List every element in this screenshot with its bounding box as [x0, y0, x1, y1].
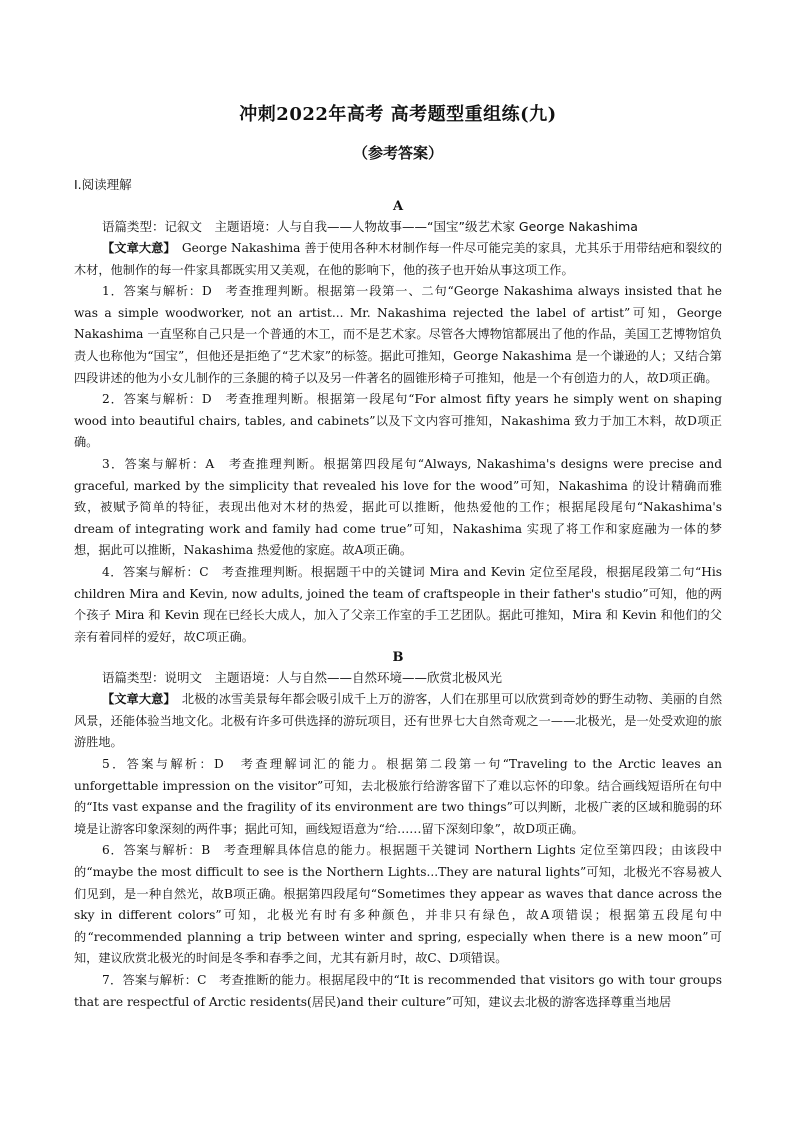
answer-item: 1．答案与解析：D 考查推理判断。根据第一段第一、二句“George Nakashima always insisted that he was a simple woodworker, not an artist... Mr. Nakashima rejected the label of artist”可知，George Nakashima 一直坚称自己只是一个普通的木工，而不是艺术家。尽管各大博物馆都展出了他的作品，美国工艺博物馆负责人也称他为“国宝”，但他还是拒绝了“艺术家”的标签。据此可推知，George Nakashima 是一个谦逊的人；又结合第四段讲述的他为小女儿制作的三条腿的椅子以及另一件著名的圆锥形椅子可推知，他是一个有创造力的人，故D项正确。: [74, 284, 722, 385]
page-title: 冲刺2022年高考 高考题型重组练(九): [239, 104, 557, 125]
summary-label: 【文章大意】: [102, 692, 170, 707]
answer-item: 6．答案与解析：B 考查理解具体信息的能力。根据题干关键词 Northern Lights 定位至第四段；由该段中的“maybe the most difficult to see is the Northern Lights...They are natural lights”可知，北极光不容易被人们见到，是一种自然光，故B项正确。根据第四段尾句“Sometimes they appear as waves that dance across the sky in different colors”可知，北极光有时有多种颜色，并非只有绿色，故A项错误；根据第五段尾句中的“recommended planning a trip between winter and spring, especially when there is a new moon”可知，建议欣赏北极光的时间是冬季和春季之间，尤其有新月时，故C、D项错误。: [74, 843, 722, 966]
section-heading: Ⅰ.阅读理解: [74, 177, 132, 192]
answer-item: 2．答案与解析：D 考查推理判断。根据第一段尾句“For almost fifty years he simply went on shaping wood into beautiful chairs, tables, and cabinets”以及下文内容可推知，Nakashima 致力于加工木料，故D项正确。: [74, 392, 722, 450]
page-subtitle: （参考答案）: [352, 144, 443, 162]
passage-a: [74, 199, 722, 648]
answer-item: 3．答案与解析：A 考查推理判断。根据第四段尾句“Always, Nakashima's designs were precise and graceful, marked by the simplicity that revealed his love for the wood”可知，Nakashima 的设计精确而雅致，被赋予简单的特征，表现出他对木材的热爱，据此可以推断，他热爱他的工作；根据尾段尾句“Nakashima's dream of integrating work and family had come true”可知，Nakashima 实现了将工作和家庭融为一体的梦想，据此可以推断，Nakashima 热爱他的家庭。故A项正确。: [74, 456, 722, 558]
answer-item: 7．答案与解析：C 考查推断的能力。根据尾段中的“It is recommended that visitors go with tour groups that are respectful of Arctic residents(居民)and their culture”可知，建议去北极的游客选择尊重当地居: [74, 973, 722, 1009]
summary-text: George Nakashima 善于使用各种木材制作每一件尽可能完美的家具，尤其乐于用带结疤和裂纹的木材，他制作的每一件家具都既实用又美观，在他的影响下，他的孩子也开始从事这项工作。: [74, 241, 723, 277]
passage-summary: [74, 689, 722, 754]
passage-b: [74, 650, 722, 1013]
answer-item: 5．答案与解析：D 考查理解词汇的能力。根据第二段第一句“Traveling to the Arctic leaves an unforgettable impression on the visitor”可知，去北极旅行给游客留下了难以忘怀的印象。结合画线短语所在句中的“Its vast expanse and the fragility of its environment are two things”可以判断，北极广袤的区域和脆弱的环境是让游客印象深刻的两件事；据此可知，画线短语意为“给……留下深刻印象”，故D项正确。: [74, 757, 722, 836]
passage-letter: B: [392, 650, 404, 666]
answer-item: 4．答案与解析：C 考查推理判断。根据题干中的关键词 Mira and Kevin 定位至尾段，根据尾段第二句“His children Mira and Kevin, now adults, joined the team of craftspeople in their father's studio”可知，他的两个孩子 Mira 和 Kevin 现在已经长大成人，加入了父亲工作室的手工艺团队。据此可推知，Mira 和 Kevin 和他们的父亲有着同样的爱好，故C项正确。: [74, 564, 722, 644]
passage-meta: 语篇类型：记叙文 主题语境：人与自我——人物故事——“国宝”级艺术家 George Nakashima: [102, 219, 638, 234]
passage-summary: [74, 238, 722, 281]
answer-page: [74, 100, 722, 1013]
summary-label: 【文章大意】: [102, 241, 170, 255]
passage-meta: 语篇类型：说明文 主题语境：人与自然——自然环境——欣赏北极风光: [102, 670, 503, 686]
passage-letter: A: [392, 199, 404, 214]
summary-text: 北极的冰雪美景每年都会吸引成千上万的游客，人们在那里可以欣赏到奇妙的野生动物、美丽的自然风景，还能体验当地文化。北极有许多可供选择的游玩项目，还有世界七大自然奇观之一——北极光，是一处受欢迎的旅游胜地。: [74, 692, 723, 750]
